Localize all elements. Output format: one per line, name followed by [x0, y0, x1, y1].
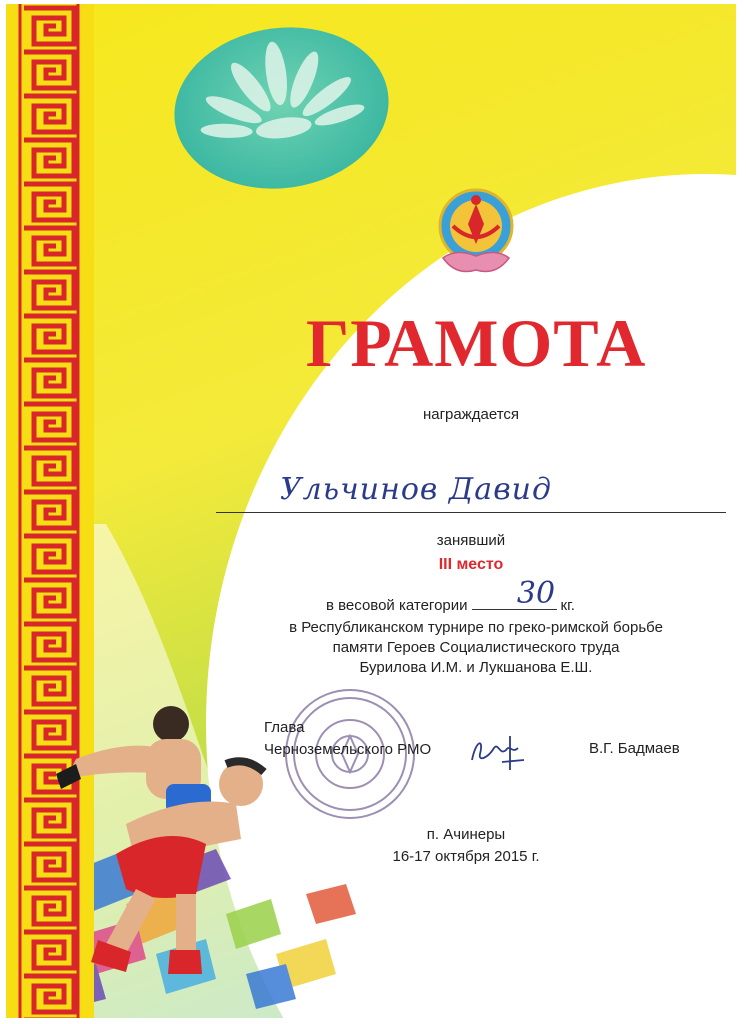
signatory-name: В.Г. Бадмаев [589, 740, 680, 757]
lotus-emblem-icon [164, 14, 399, 202]
name-underline [216, 512, 726, 513]
signatory-title [264, 717, 431, 761]
event-date: 16-17 октября 2015 г. [392, 848, 540, 865]
handwritten-signature [466, 732, 536, 772]
signatory-title-line: Глава [264, 719, 305, 736]
weight-prefix: в весовой категории [326, 597, 468, 614]
description-line: памяти Героев Социалистического труда [332, 639, 620, 656]
certificate-sheet [6, 4, 736, 1018]
signatory-title-line: Черноземельского РМО [264, 741, 432, 758]
recipient-name: Ульчинов Давид [280, 472, 552, 507]
location: п. Ачинеры [426, 826, 506, 843]
wrestlers-illustration-icon [36, 704, 286, 994]
description-line: в Республиканском турнире по греко-римской борьбе [289, 619, 663, 636]
tournament-description [256, 618, 696, 678]
description-line: Бурилова И.М. и Лукшанова Е.Ш. [359, 659, 593, 676]
lotus-oval [164, 14, 399, 202]
took-label: занявший [436, 532, 506, 549]
certificate-title: ГРАМОТА [306, 305, 647, 381]
weight-value: 30 [516, 576, 556, 611]
weight-suffix: кг. [560, 597, 575, 614]
coat-of-arms-emblem-icon [431, 186, 521, 281]
weight-category-row [326, 595, 626, 614]
place-label: III место [438, 556, 504, 573]
location-and-date [346, 824, 586, 868]
awarded-label: награждается [422, 406, 520, 423]
